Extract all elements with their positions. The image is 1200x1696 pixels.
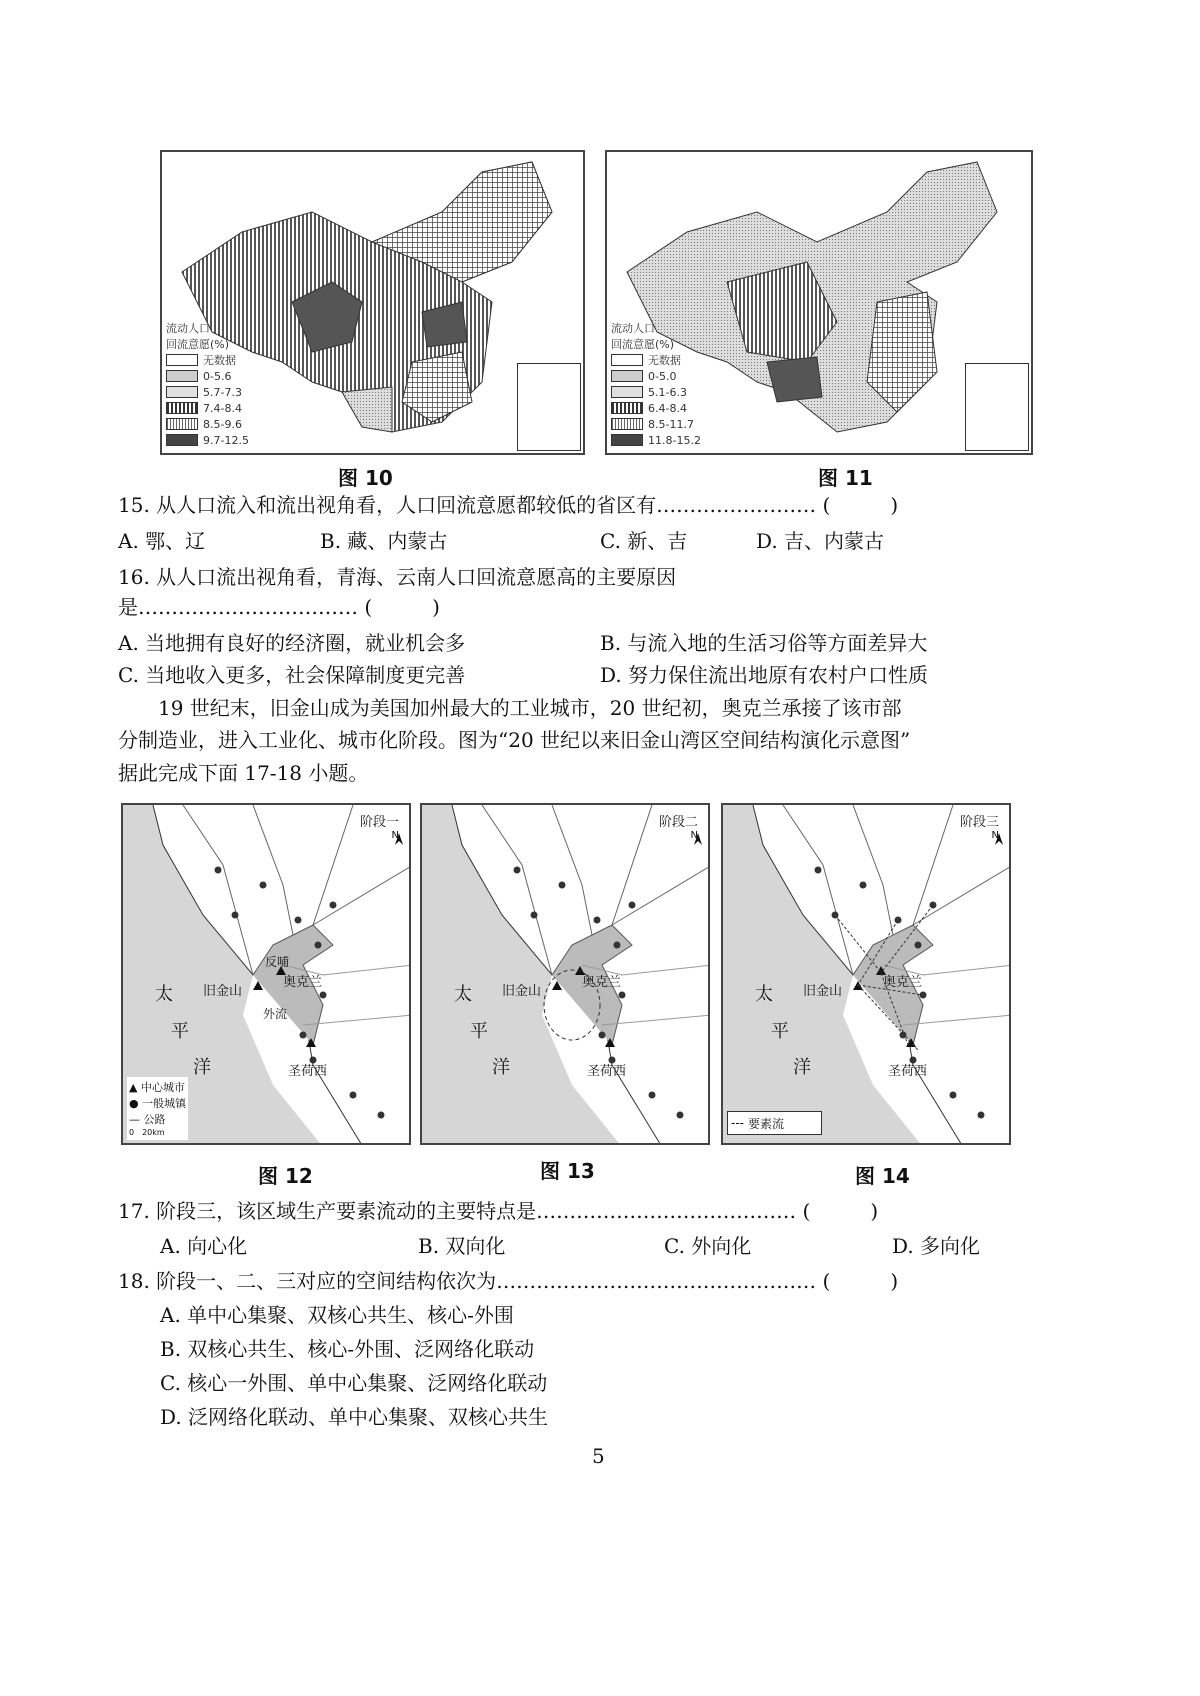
q18-option-c: C. 核心一外围、单中心集聚、泛网络化联动 xyxy=(160,1371,548,1395)
legend-item: 6.4-8.4 xyxy=(648,401,687,415)
figure-12-caption: 图 12 xyxy=(258,1164,313,1188)
stage-label: 阶段一 xyxy=(359,815,399,830)
legend-item: 5.7-7.3 xyxy=(203,385,242,399)
ocean-label: 洋 xyxy=(492,1057,510,1078)
figure-14-caption: 图 14 xyxy=(855,1164,910,1188)
question-17-stem: 17. 阶段三，该区域生产要素流动的主要特点是………………………………… ( ) xyxy=(118,1199,879,1223)
legend-figure-10 xyxy=(166,320,249,448)
label-san-jose: 圣荷西 xyxy=(888,1064,928,1079)
legend-title: 流动人口 xyxy=(166,322,210,335)
label-oakland: 奥克兰 xyxy=(582,975,622,990)
road-line-icon: — xyxy=(129,1113,144,1126)
label-san-francisco: 旧金山 xyxy=(502,984,542,999)
label-oakland: 奥克兰 xyxy=(883,975,923,990)
legend-item: 0-5.0 xyxy=(648,369,677,383)
bay-map-shape xyxy=(723,805,1011,1145)
q17-option-a: A. 向心化 xyxy=(160,1234,248,1258)
legend-subtitle: 回流意愿(%) xyxy=(166,338,230,351)
ocean-label: 平 xyxy=(771,1021,789,1042)
bay-map-figure-13 xyxy=(420,803,710,1145)
legend-town: 一般城镇 xyxy=(142,1097,187,1110)
question-15-stem: 15. 从人口流入和流出视角看，人口回流意愿都较低的省区有…………………… ( ) xyxy=(118,493,899,517)
q16-option-d: D. 努力保住流出地原有农村户口性质 xyxy=(600,663,929,687)
bay-map-shape xyxy=(422,805,710,1145)
legend-item: 9.7-12.5 xyxy=(203,433,249,447)
ocean-label: 平 xyxy=(470,1021,488,1042)
south-china-sea-inset xyxy=(965,363,1029,451)
dashed-line-icon: --- xyxy=(731,1116,744,1130)
label-san-francisco: 旧金山 xyxy=(203,984,243,999)
q18-option-d: D. 泛网络化联动、单中心集聚、双核心共生 xyxy=(160,1405,549,1429)
legend-subtitle: 回流意愿(%) xyxy=(611,338,675,351)
ocean-label: 洋 xyxy=(793,1057,811,1078)
flow-label-outflow: 外流 xyxy=(263,1007,288,1021)
q17-option-c: C. 外向化 xyxy=(664,1234,752,1258)
passage-line-3: 据此完成下面 17-18 小题。 xyxy=(118,761,369,785)
question-16-stem: 16. 从人口流出视角看，青海、云南人口回流意愿高的主要原因 xyxy=(118,565,677,589)
flow-label-backfeed: 反哺 xyxy=(265,955,290,969)
bay-legend-flow xyxy=(727,1111,822,1135)
legend-item: 0-5.6 xyxy=(203,369,232,383)
q18-option-b: B. 双核心共生、核心-外围、泛网络化联动 xyxy=(160,1337,535,1361)
q16-option-a: A. 当地拥有良好的经济圈，就业机会多 xyxy=(118,631,466,655)
legend-item: 无数据 xyxy=(203,354,236,367)
legend-title: 流动人口 xyxy=(611,322,655,335)
bay-map-figure-14 xyxy=(721,803,1011,1145)
stage-label: 阶段二 xyxy=(658,815,698,830)
label-oakland: 奥克兰 xyxy=(283,975,323,990)
q15-option-c: C. 新、吉 xyxy=(600,529,688,553)
north-arrow-icon: N xyxy=(991,830,999,841)
q18-option-a: A. 单中心集聚、双核心共生、核心-外围 xyxy=(160,1303,514,1327)
bay-map-figure-12 xyxy=(121,803,411,1145)
legend-figure-11 xyxy=(611,320,701,448)
ocean-label: 平 xyxy=(171,1021,189,1042)
q15-option-a: A. 鄂、辽 xyxy=(118,529,206,553)
q15-option-b: B. 藏、内蒙古 xyxy=(320,529,448,553)
figure-13-caption: 图 13 xyxy=(540,1159,595,1183)
passage-line-1: 19 世纪末，旧金山成为美国加州最大的工业城市，20 世纪初，奥克兰承接了该市部 xyxy=(118,696,902,720)
scale-bar: 0 20km xyxy=(129,1128,165,1137)
triangle-icon: ▲ xyxy=(129,1081,141,1094)
q15-option-d: D. 吉、内蒙古 xyxy=(756,529,885,553)
bay-legend xyxy=(127,1077,188,1140)
legend-item: 无数据 xyxy=(648,354,681,367)
question-16-stem-cont: 是…………………………… ( ) xyxy=(118,595,440,619)
label-san-jose: 圣荷西 xyxy=(288,1064,328,1079)
legend-center-city: 中心城市 xyxy=(140,1081,185,1094)
dot-icon: ● xyxy=(129,1097,143,1110)
legend-road: 公路 xyxy=(143,1113,166,1126)
label-san-francisco: 旧金山 xyxy=(803,984,843,999)
legend-item: 8.5-11.7 xyxy=(648,417,694,431)
ocean-label: 太 xyxy=(155,984,173,1005)
north-arrow-icon: N xyxy=(690,830,698,841)
north-arrow-icon: N xyxy=(391,830,399,841)
q16-option-c: C. 当地收入更多，社会保障制度更完善 xyxy=(118,663,466,687)
legend-item: 11.8-15.2 xyxy=(648,433,701,447)
legend-item: 8.5-9.6 xyxy=(203,417,242,431)
legend-item: 5.1-6.3 xyxy=(648,385,687,399)
stage-label: 阶段三 xyxy=(959,815,999,830)
legend-flow: 要素流 xyxy=(748,1116,785,1131)
map-figure-11 xyxy=(605,150,1033,455)
figure-10-caption: 图 10 xyxy=(338,466,393,490)
legend-item: 7.4-8.4 xyxy=(203,401,242,415)
q17-option-d: D. 多向化 xyxy=(892,1234,981,1258)
map-figure-10 xyxy=(160,150,585,455)
question-18-stem: 18. 阶段一、二、三对应的空间结构依次为………………………………………… ( ) xyxy=(118,1269,899,1293)
south-china-sea-inset xyxy=(517,363,581,451)
ocean-label: 洋 xyxy=(193,1057,211,1078)
label-san-jose: 圣荷西 xyxy=(587,1064,627,1079)
passage-line-2: 分制造业，进入工业化、城市化阶段。图为“20 世纪以来旧金山湾区空间结构演化示意图” xyxy=(118,728,911,752)
page-number: 5 xyxy=(592,1444,605,1468)
figure-11-caption: 图 11 xyxy=(818,466,873,490)
ocean-label: 太 xyxy=(454,984,472,1005)
q16-option-b: B. 与流入地的生活习俗等方面差异大 xyxy=(600,631,928,655)
q17-option-b: B. 双向化 xyxy=(418,1234,506,1258)
ocean-label: 太 xyxy=(755,984,773,1005)
